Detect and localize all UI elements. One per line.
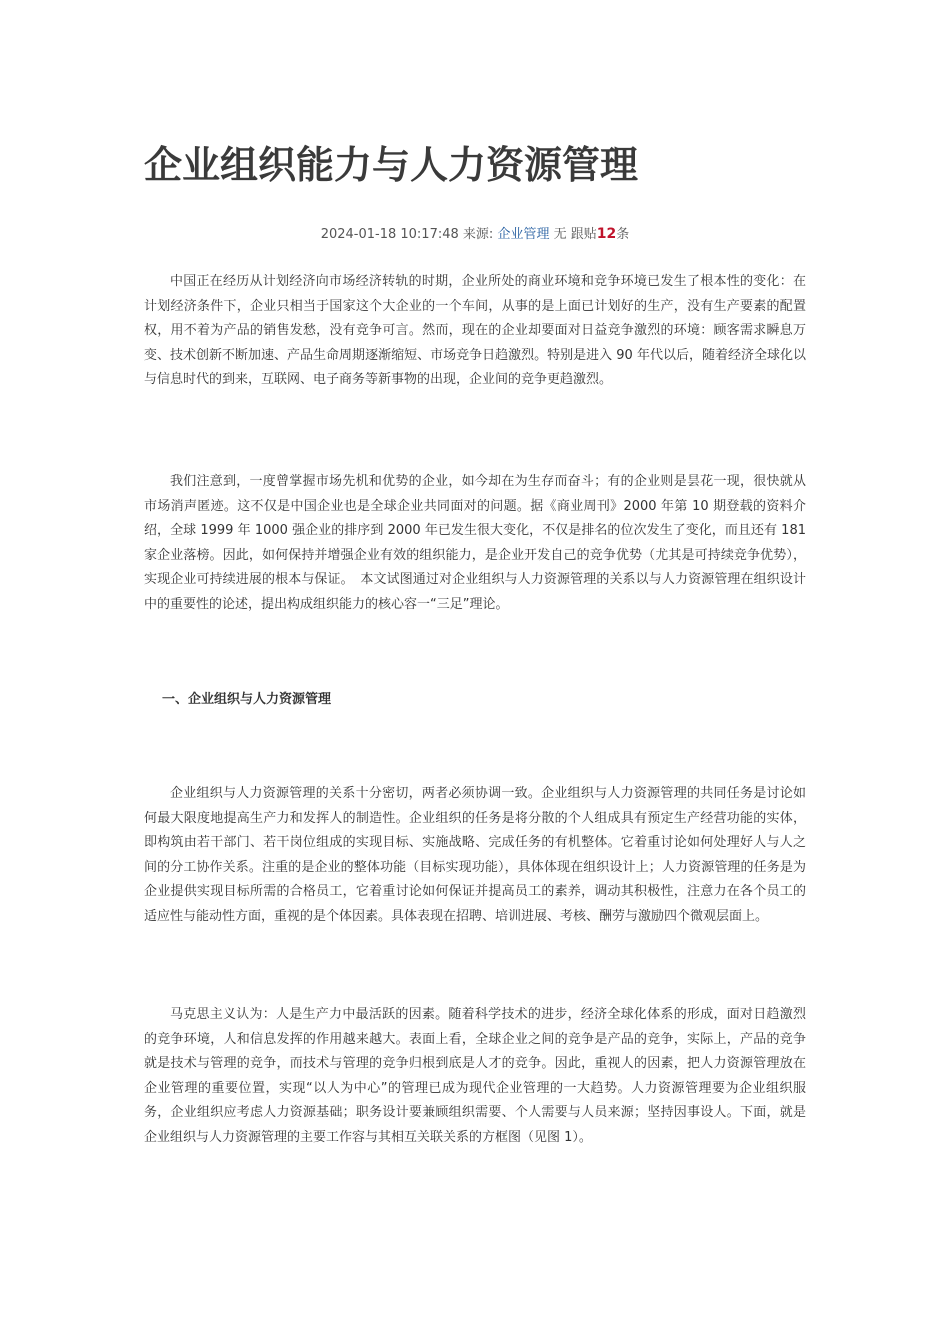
- source-label: 来源:: [462, 227, 494, 242]
- article-meta: [144, 224, 806, 245]
- section-heading: 一、企业组织与人力资源管理: [162, 692, 332, 707]
- replies-suffix: 条: [616, 227, 630, 242]
- author-name: 无: [553, 227, 567, 242]
- replies-prefix: 跟贴: [570, 227, 597, 242]
- body-paragraph-3: 企业组织与人力资源管理的关系十分密切，两者必须协调一致。企业组织与人力资源管理的共同任务是讨论如何最大限度地提高生产力和发挥人的制造性。企业组织的任务是将分散的个人组成具有预定生产经营功能的实体，即构筑由若干部门、若干岗位组成的实现目标、实施战略、完成任务的有机整体。它着重讨论如何处理好人与人之间的分工协作关系。注重的是企业的整体功能（目标实现功能），具体体现在组织设计上；人力资源管理的任务是为企业提供实现目标所需的合格员工，它着重讨论如何保证并提高员工的素养，调动其积极性，注意力在各个员工的适应性与能动性方面，重视的是个体因素。具体表现在招聘、培训进展、考核、酬劳与激励四个微观层面上。: [144, 786, 806, 924]
- reply-count: 12: [596, 226, 617, 242]
- article-title: 企业组织能力与人力资源管理: [144, 143, 639, 187]
- publish-datetime: 2024-01-18 10:17:48: [320, 227, 459, 242]
- body-paragraph-2: 我们注意到，一度曾掌握市场先机和优势的企业，如今却在为生存而奋斗；有的企业则是昙花一现，很快就从市场消声匿迹。这不仅是中国企业也是全球企业共同面对的问题。据《商业周刊》2000 年第 10 期登载的资料介绍，全球 1999 年 1000 强企业的排序到 2000 年已发生很大变化，不仅是排名的位次发生了变化，而且还有 181 家企业落榜。因此，如何保持并增强企业有效的组织能力，是企业开发自己的竞争优势（尤其是可持续竞争优势），实现企业可持续进展的根本与保证。 本文试图通过对企业组织与人力资源管理的关系以与人力资源管理在组织设计中的重要性的论述，提出构成组织能力的核心容一“三足”理论。: [144, 474, 806, 612]
- body-paragraph-4: 马克思主义认为：人是生产力中最活跃的因素。随着科学技术的进步，经济全球化体系的形成，面对日趋激烈的竞争环境，人和信息发挥的作用越来越大。表面上看，全球企业之间的竞争是产品的竞争，实际上，产品的竞争就是技术与管理的竞争，而技术与管理的竞争归根到底是人才的竞争。因此，重视人的因素，把人力资源管理放在企业管理的重要位置，实现“以人为中心”的管理已成为现代企业管理的一大趋势。人力资源管理要为企业组织服务，企业组织应考虑人力资源基础；职务设计要兼顾组织需要、个人需要与人员来源；坚持因事设人。下面，就是企业组织与人力资源管理的主要工作容与其相互关联关系的方框图（见图 1）。: [144, 1007, 806, 1145]
- body-paragraph-1: 中国正在经历从计划经济向市场经济转轨的时期，企业所处的商业环境和竞争环境已发生了根本性的变化：在计划经济条件下，企业只相当于国家这个大企业的一个车间，从事的是上面已计划好的生产，没有生产要素的配置权，用不着为产品的销售发愁，没有竞争可言。然而，现在的企业却要面对日益竞争激烈的环境：顾客需求瞬息万变、技术创新不断加速、产品生命周期逐渐缩短、市场竞争日趋激烈。特别是进入 90 年代以后，随着经济全球化以与信息时代的到来，互联网、电子商务等新事物的出现，企业间的竞争更趋激烈。: [144, 274, 806, 388]
- source-link[interactable]: 企业管理: [497, 227, 550, 242]
